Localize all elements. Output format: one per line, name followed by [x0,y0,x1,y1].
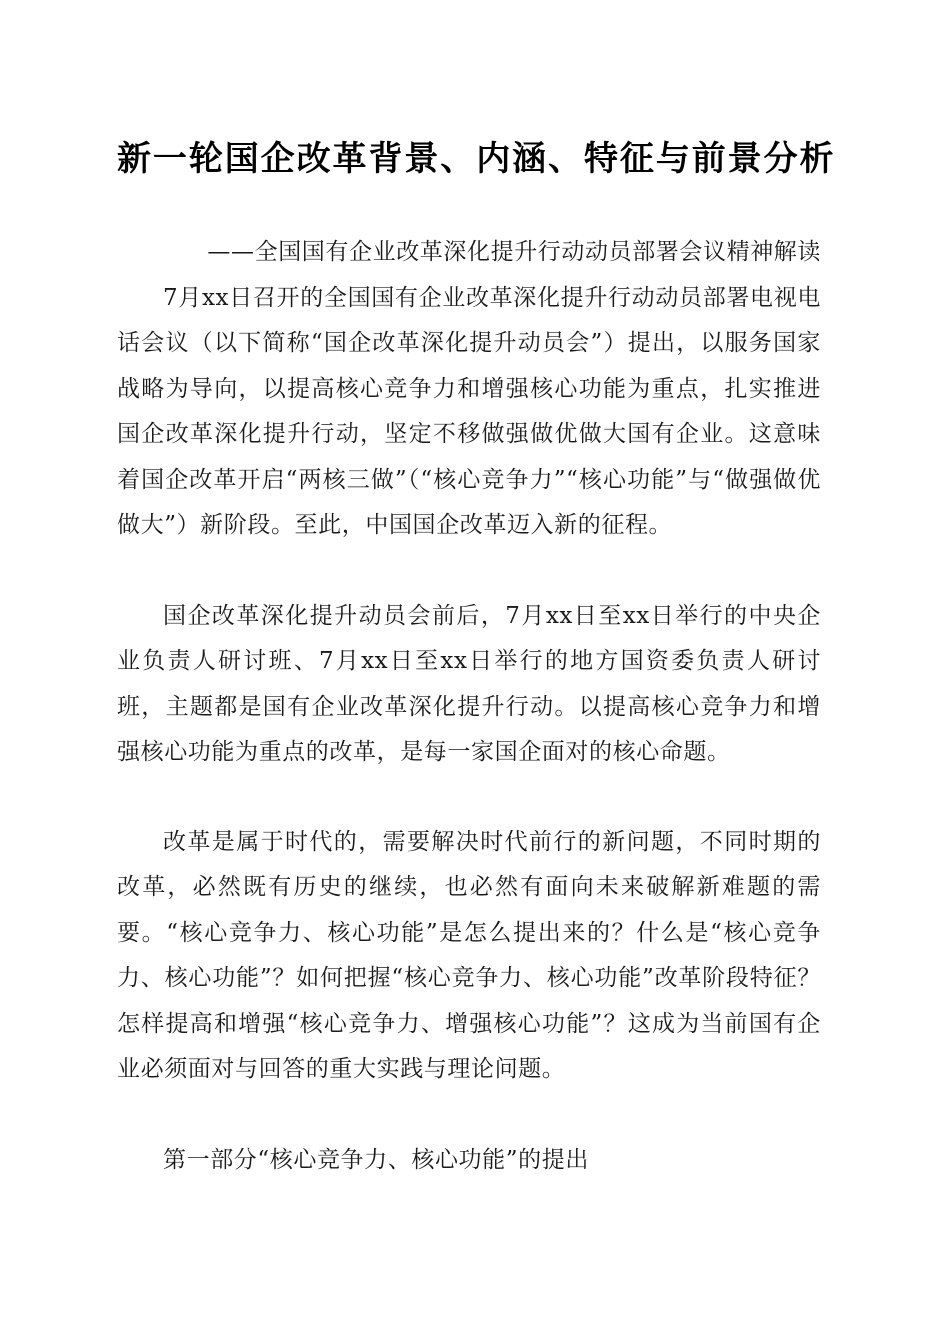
paragraph-3: 改革是属于时代的，需要解决时代前行的新问题，不同时期的改革，必然既有历史的继续，也必然有面向未来破解新难题的需要。“核心竞争力、核心功能”是怎么提出来的？什么是“核心竞争力、核心功能”？如何把握“核心竞争力、核心功能”改革阶段特征？怎样提高和增强“核心竞争力、增强核心功能”？这成为当前国有企业必须面对与回答的重大实践与理论问题。 [117,829,821,1083]
document-subtitle: ——全国国有企业改革深化提升行动动员部署会议精神解读 [207,239,821,265]
paragraph-2: 国企改革深化提升动员会前后，7月xx日至xx日举行的中央企业负责人研讨班、7月xx日至xx日举行的地方国资委负责人研讨班，主题都是国有企业改革深化提升行动。以提高核心竞争力和增强核心功能为重点的改革，是每一家国企面对的核心命题。 [117,603,821,766]
paragraph-1: 7月xx日召开的全国国有企业改革深化提升行动动员部署电视电话会议（以下简称“国企改革深化提升动员会”）提出，以服务国家战略为导向，以提高核心竞争力和增强核心功能为重点，扎实推进国企改革深化提升行动，坚定不移做强做优做大国有企业。这意味着国企改革开启“两核三做”（“核心竞争力”“核心功能”与“做强做优做大”）新阶段。至此，中国国企改革迈入新的征程。 [117,285,821,539]
document-title: 新一轮国企改革背景、内涵、特征与前景分析 [117,139,833,179]
section-heading: 第一部分“核心竞争力、核心功能”的提出 [163,1147,589,1173]
